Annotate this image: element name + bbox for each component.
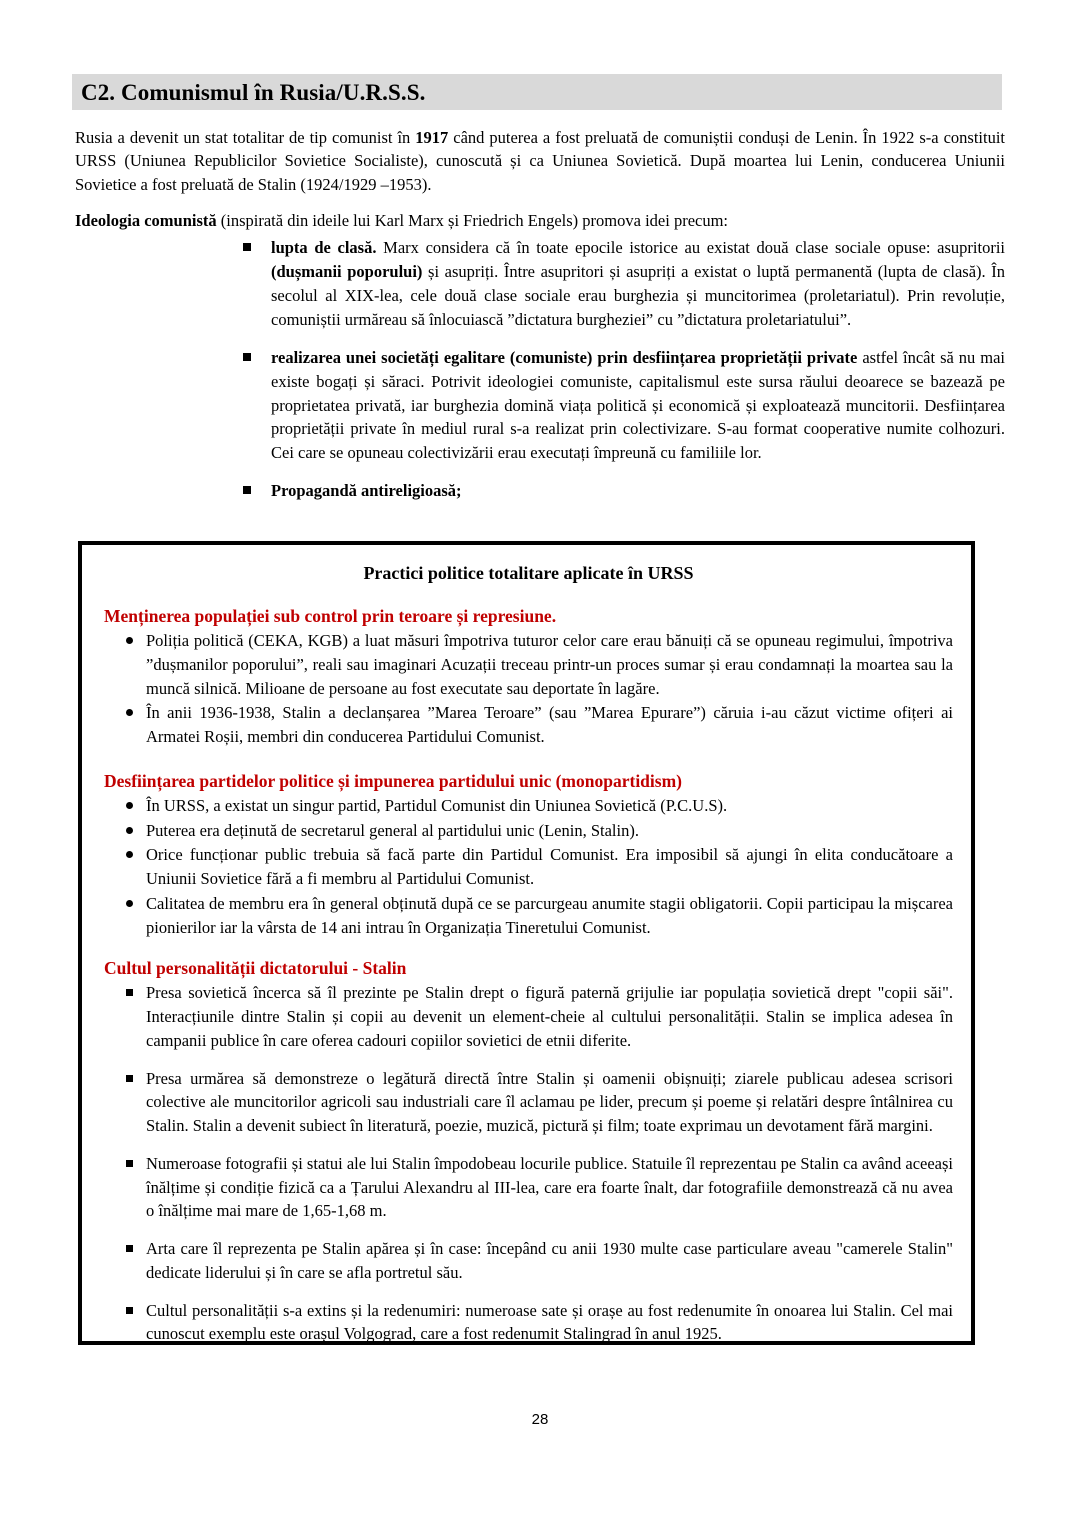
chapter-heading-bar (72, 74, 1002, 110)
list-item-text: Arta care îl reprezenta pe Stalin apărea și în case: începând cu anii 1930 multe case particulare aveau "camerele Stalin" dedicate liderului și în care se afla portretul său. (146, 1239, 953, 1282)
square-bullet-icon (126, 989, 133, 996)
list-item (104, 794, 953, 818)
list-item (104, 1152, 953, 1223)
list-item-text: Puterea era deținută de secretarul general al partidului unic (Lenin, Stalin). (146, 820, 639, 840)
ideology-list (243, 236, 1005, 503)
list-item-text-2: și asupriți. Între asupritori și asupriți a existat o luptă permanentă (lupta de clasă). În secolul al XIX-lea, cele două clase sociale erau burghezia și muncitorimea (proletariatul). Prin revoluție, comuniștii urmăreau să înlocuiască ”dictatura burgheziei” cu ”dictatura proletariatului”. (271, 261, 1006, 329)
practices-box (78, 541, 975, 1345)
intro-part-1: Rusia a devenit un stat totalitar de tip comunist în (75, 128, 416, 147)
disc-bullet-icon (126, 851, 133, 858)
list-item-text: În URSS, a existat un singur partid, Partidul Comunist din Uniunea Sovietică (P.C.U.S). (146, 795, 728, 815)
list-item (104, 981, 953, 1052)
list-item (104, 843, 953, 891)
practices-box-content (82, 545, 971, 1344)
list-item-text-1: Marx considera că în toate epocile istorice au existat două clase sociale opuse: asupritorii (376, 238, 1005, 257)
list-item-lead-2: (dușmanii poporului) (271, 261, 423, 281)
disc-bullet-icon (126, 709, 133, 716)
intro-part-2: când puterea a fost preluată de comuniștii conduși de Lenin. În 1922 s-a constituit URSS (Uniunea Republicilor Sovietice Socialiste), cunoscută și ca Uniunea Sovietică. După moartea lui Lenin, conducerea Uniunii Sovietice a fost preluată de Stalin (1924/1929 –1953). (75, 128, 1005, 194)
list-item (104, 1299, 953, 1347)
disc-bullet-icon (126, 827, 133, 834)
disc-bullet-icon (126, 802, 133, 809)
square-bullet-icon (243, 486, 251, 494)
ideology-lead (75, 209, 1005, 232)
ideology-label: Ideologia comunistă (75, 211, 217, 230)
section-list-monopartidism (104, 794, 953, 940)
list-item-text: Calitatea de membru era în general obținută după ce se parcurgeau anumite stagii obligatorii. Copii participau la mișcarea pionierilor iar la vârsta de 14 ani intrau în Organizația Tineretului Comunist. (146, 893, 953, 937)
section-heading-terror: Menținerea populației sub control prin teroare și represiune. (104, 606, 557, 626)
list-item (104, 892, 953, 940)
section-list-terror (104, 629, 953, 749)
square-bullet-icon (243, 353, 251, 361)
list-item-text: Poliția politică (CEKA, KGB) a luat măsuri împotriva tuturor celor care erau bănuiți că se opuneau regimului, împotriva ”dușmanilor poporului”, reali sau imaginari Acuzații treceau printr-un proces sumar și erau condamnați la moartea sau la muncă silnică. Milioane de persoane au fost executate sau deportate în lagăre. (146, 631, 953, 698)
disc-bullet-icon (126, 900, 133, 907)
list-item-lead: realizarea unei societăți egalitare (comuniste) prin desființarea proprietății private (271, 347, 858, 367)
square-bullet-icon (126, 1307, 133, 1314)
list-item (243, 346, 1005, 466)
section-heading-cult: Cultul personalității dictatorului - Stalin (104, 958, 407, 979)
intro-bold-year: 1917 (415, 128, 449, 147)
square-bullet-icon (126, 1160, 133, 1167)
list-item (243, 479, 1005, 503)
page-number: 28 (531, 1411, 549, 1428)
practices-box-title: Practici politice totalitare aplicate în URSS (363, 563, 694, 583)
list-item-text: În anii 1936-1938, Stalin a declanșarea ”Marea Teroare” (sau ”Marea Epurare”) căruia i-au căzut victime ofițeri ai Armatei Roșii, membri din conducerea Partidului Comunist. (146, 703, 953, 746)
intro-paragraph (75, 126, 1005, 196)
list-item-text: Cultul personalității s-a extins și la redenumiri: numeroase sate și orașe au fost redenumite în onoarea lui Stalin. Cel mai cunoscut exemplu este orașul Volgograd, care a fost redenumit Stalingrad în anul 1925. (146, 1300, 953, 1344)
list-item (104, 1067, 953, 1138)
disc-bullet-icon (126, 637, 133, 644)
list-item (243, 236, 1005, 332)
square-bullet-icon (126, 1075, 133, 1082)
list-item (104, 819, 953, 843)
list-item-lead: lupta de clasă. (271, 238, 377, 257)
list-item (104, 1237, 953, 1285)
list-item (104, 629, 953, 700)
list-item-text: Presa sovietică încerca să îl prezinte pe Stalin drept o figură paternă grijulie iar populația sovietică drept "copii săi". Interacțiunile dintre Stalin și copii au devenit un element-cheie al cultului personalității. Stalin se implica adesea în campanii publice în care oferea cadouri copiilor sovietici de etnii diferite. (146, 983, 953, 1050)
list-item-text-1: astfel încât să nu mai existe bogați și săraci. Potrivit ideologiei comuniste, capitalismul este sursa răului deoarece se bazează pe proprietatea privată, iar burghezia domină viața politică și economică și exploatează muncitorii. Desființarea proprietății private în mediul rural s-a realizat prin colectivizare. S-au format cooperative numite colhozuri. Cei care se opuneau colectivizării erau executați împreună cu familiile lor. (271, 347, 1006, 463)
list-item (104, 701, 953, 749)
chapter-title: C2. Comunismul în Rusia/U.R.S.S. (81, 79, 426, 105)
list-item-text: Orice funcționar public trebuia să facă parte din Partidul Comunist. Era imposibil să ajungi în elita conducătoare a Uniunii Sovietice fără a fi membru al Partidului Comunist. (146, 845, 953, 888)
section-heading-monopartidism: Desființarea partidelor politice și impunerea partidului unic (monopartidism) (104, 770, 682, 791)
section-list-cult (104, 981, 953, 1346)
ideology-rest: (inspirată din ideile lui Karl Marx și Friedrich Engels) promova idei precum: (216, 211, 729, 230)
square-bullet-icon (243, 243, 251, 251)
square-bullet-icon (126, 1245, 133, 1252)
list-item-text: Presa urmărea să demonstreze o legătură directă între Stalin și oamenii obișnuiți; ziarele publicau adesea scrisori colective ale muncitorilor agricoli sau industriali care îl aclamau pe lider, precum și poeme și relatări despre întâlnirea cu Stalin. Stalin a devenit subiect în literatură, poezie, muzică, pictură și film; toate exprimau un devotament fără margini. (146, 1068, 953, 1135)
intro-text (75, 126, 1005, 196)
list-item-text: Numeroase fotografii și statui ale lui Stalin împodobeau locurile publice. Statuile îl reprezentau pe Stalin ca având aceeași înălțime și condiție fizică ca a Țarului Alexandru al III-lea, care era foarte înalt, dar fotografiile demonstrează că nu avea o înălțime mai mare de 1,65-1,68 m. (146, 1153, 953, 1221)
list-item-lead: Propagandă antireligioasă; (271, 481, 462, 501)
